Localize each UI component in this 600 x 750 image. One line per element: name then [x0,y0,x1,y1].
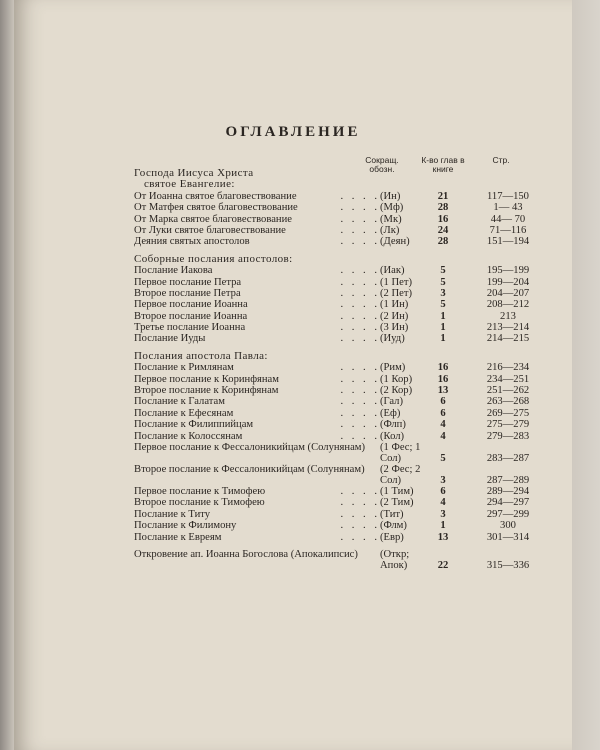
entry-abbreviation: (Флп) [380,419,406,431]
entry-title: Первое послание Иоанна [134,299,248,311]
entry-page-range: 300 [500,520,516,532]
leader-dots: . . . . [340,485,380,497]
toc-entry [134,322,538,333]
entry-title: Второе послание Иоанна [134,310,248,322]
entry-title: Второе послание к Коринфянам [134,385,279,397]
entry-abbreviation: (1 Пет) [380,276,412,288]
entry-abbreviation: (1 Фес; 1 Сол) [380,441,421,464]
section-heading-pauline [134,351,538,362]
entry-title: Послание к Филимону [134,520,237,532]
section-heading-text: Господа Иисуса Христа [134,168,254,179]
entry-title: Деяния святых апостолов [134,236,250,248]
toc-entry [134,520,538,531]
entry-abbreviation: (3 Ин) [380,322,409,334]
entry-chapter-count: 16 [437,373,449,385]
toc-entry [134,549,538,571]
entry-page-range: 287—289 [486,474,530,486]
entry-abbreviation: (Откр; Апок) [380,548,410,571]
entry-page-range: 269—275 [486,407,530,419]
entry-chapter-count: 4 [440,497,446,509]
book-spine [0,0,14,750]
entry-abbreviation: (1 Кор) [380,373,413,385]
entry-chapter-count: 1 [440,333,446,345]
toc-entry [134,431,538,442]
entry-title: Послание к Евреям [134,531,222,543]
toc-entry [134,265,538,276]
leader-dots: . . . . [340,508,380,520]
entry-title: От Иоанна святое благовествование [134,190,297,202]
entry-chapter-count: 6 [440,407,446,419]
entry-chapter-count: 5 [440,265,446,277]
entry-abbreviation: (Тит) [380,508,404,520]
entry-chapter-count: 3 [440,287,446,299]
toc-entry [134,277,538,288]
entry-abbreviation: (Евр) [380,531,404,543]
entry-abbreviation: (2 Пет) [380,287,412,299]
entry-title: Второе послание к Фессалоникийцам (Солунянам) [134,463,365,475]
leader-dots: . . . . [340,531,380,543]
entry-page-range: 297—299 [486,508,530,520]
entry-abbreviation: (1 Ин) [380,299,409,311]
toc-entry [134,288,538,299]
toc-entry [134,311,538,322]
leader-dots: . . . . [340,430,380,442]
entry-abbreviation: (Ин) [380,190,401,202]
leader-dots: . . . . [340,276,380,288]
entry-page-range: 301—314 [486,531,530,543]
toc-entry [134,214,538,225]
entry-abbreviation: (Кол) [380,430,405,442]
leader-dots: . . . . [340,322,380,334]
leader-dots: . . . . [340,373,380,385]
entry-abbreviation: (Мк) [380,213,402,225]
entry-page-range: 251—262 [486,385,530,397]
entry-title: Послание Иуды [134,333,206,345]
entry-page-range: 1— 43 [493,202,523,214]
toc-entry [134,374,538,385]
entry-chapter-count: 24 [437,224,449,236]
toc-entry [134,486,538,497]
entry-abbreviation: (1 Тим) [380,485,414,497]
leader-dots: . . . . [340,385,380,397]
toc-entry [134,191,538,202]
entry-title: Послание к Колоссянам [134,430,243,442]
leader-dots: . . . . [340,407,380,419]
leader-dots: . . . . [340,333,380,345]
entry-title: Первое послание к Коринфянам [134,373,279,385]
toc-entry [134,464,538,486]
entry-title: От Луки святое благовествование [134,224,286,236]
entry-chapter-count: 3 [440,508,446,520]
entry-title: Послание Иакова [134,265,213,277]
entry-chapter-count: 16 [437,362,449,374]
column-header-chapters: К-во глав в книге [421,155,465,174]
section-heading-text: Послания апостола Павла: [134,350,268,362]
toc-entry [134,362,538,373]
column-header-abbreviation: Сокращ. обозн. [365,155,399,174]
entry-page-range: 208—212 [486,299,530,311]
toc-entry [134,385,538,396]
leader-dots: . . . . [340,265,380,277]
toc-entry [134,509,538,520]
entry-title: Первое послание Петра [134,276,242,288]
entry-chapter-count: 6 [440,396,446,408]
entry-abbreviation: (2 Кор) [380,385,413,397]
entry-abbreviation: (2 Фес; 2 Сол) [380,463,421,486]
entry-page-range: 216—234 [486,362,530,374]
entry-page-range: 283—287 [486,452,530,464]
entry-abbreviation: (Иуд) [380,333,405,345]
entry-abbreviation: (Лк) [380,224,400,236]
toc-entry [134,419,538,430]
entry-abbreviation: (Иак) [380,265,405,277]
leader-dots: . . . . [340,287,380,299]
entry-title: Послание к Ефесянам [134,407,234,419]
toc-list [134,168,538,571]
toc-entry [134,333,538,344]
entry-page-range: 294—297 [486,497,530,509]
toc-entry [134,225,538,236]
entry-abbreviation: (Еф) [380,407,401,419]
entry-title: Послание к Галатам [134,396,225,408]
toc-entry [134,396,538,407]
entry-title: Второе послание к Тимофею [134,497,265,509]
toc-entry [134,442,538,464]
entry-abbreviation: (Деян) [380,236,410,248]
entry-title: Первое послание к Тимофею [134,485,266,497]
entry-chapter-count: 13 [437,385,449,397]
leader-dots: . . . . [340,396,380,408]
entry-chapter-count: 1 [440,520,446,532]
section-heading-text: святое Евангелие: [144,179,235,191]
leader-dots: . . . . [340,419,380,431]
entry-abbreviation: (Мф) [380,202,404,214]
entry-page-range: 199—204 [486,276,530,288]
leader-dots: . . . . [340,520,380,532]
leader-dots: . . . . [340,497,380,509]
leader-dots: . . . . [340,299,380,311]
entry-chapter-count: 1 [440,310,446,322]
entry-chapter-count: 21 [437,190,449,202]
section-heading-text: Соборные послания апостолов: [134,253,293,265]
entry-page-range: 289—294 [486,485,530,497]
toc-entry [134,202,538,213]
entry-page-range: 214—215 [486,333,530,345]
entry-page-range: 195—199 [486,265,530,277]
toc-entry [134,497,538,508]
entry-title: Первое послание к Фессалоникийцам (Солунянам) [134,441,366,453]
entry-title: Третье послание Иоанна [134,322,246,334]
entry-page-range: 151—194 [486,236,530,248]
entry-chapter-count: 28 [437,236,449,248]
leader-dots: . . . . [340,310,380,322]
entry-chapter-count: 5 [440,276,446,288]
entry-chapter-count: 1 [440,322,446,334]
entry-page-range: 234—251 [486,373,530,385]
entry-page-range: 263—268 [486,396,530,408]
section-heading-gospels [134,168,538,179]
column-header-pages: Стр. [492,155,510,165]
entry-title: Откровение ап. Иоанна Богослова (Апокалипсис) [134,548,358,560]
book-page [14,0,572,750]
entry-abbreviation: (Гал) [380,396,403,408]
section-heading-gospels-2 [134,179,538,190]
entry-title: Послание к Римлянам [134,362,234,374]
entry-chapter-count: 4 [440,430,446,442]
leader-dots: . . . . [340,362,380,374]
entry-chapter-count: 3 [440,474,446,486]
entry-chapter-count: 5 [440,452,446,464]
entry-chapter-count: 13 [437,531,449,543]
entry-page-range: 117—150 [487,190,529,202]
entry-title: От Матфея святое благовествование [134,202,298,214]
leader-dots: . . . . [340,213,380,225]
entry-page-range: 279—283 [486,430,530,442]
leader-dots: . . . . [340,190,380,202]
entry-page-range: 44— 70 [490,213,526,225]
toc-entry [134,532,538,543]
entry-chapter-count: 4 [440,419,446,431]
entry-page-range: 71—116 [489,224,527,236]
entry-chapter-count: 22 [437,559,449,571]
entry-title: От Марка святое благовествование [134,213,292,225]
entry-abbreviation: (2 Тим) [380,497,414,509]
entry-abbreviation: (2 Ин) [380,310,409,322]
leader-dots: . . . . [340,224,380,236]
entry-abbreviation: (Флм) [380,520,407,532]
toc-entry [134,299,538,310]
entry-title: Послание к Титу [134,508,211,520]
entry-page-range: 213—214 [486,322,530,334]
leader-dots: . . . . [340,202,380,214]
entry-page-range: 275—279 [486,419,530,431]
page-title: ОГЛАВЛЕНИЕ [225,124,361,140]
entry-chapter-count: 6 [440,485,446,497]
section-heading-catholic [134,254,538,265]
entry-title: Послание к Филиппийцам [134,419,254,431]
toc-entry [134,408,538,419]
background-surface [572,0,600,750]
entry-page-range: 213 [500,310,516,322]
entry-page-range: 315—336 [486,559,530,571]
toc-entry [134,236,538,247]
entry-chapter-count: 16 [437,213,449,225]
entry-page-range: 204—207 [486,287,530,299]
entry-chapter-count: 5 [440,299,446,311]
leader-dots: . . . . [340,236,380,248]
entry-abbreviation: (Рим) [380,362,406,374]
entry-title: Второе послание Петра [134,287,241,299]
entry-chapter-count: 28 [437,202,449,214]
